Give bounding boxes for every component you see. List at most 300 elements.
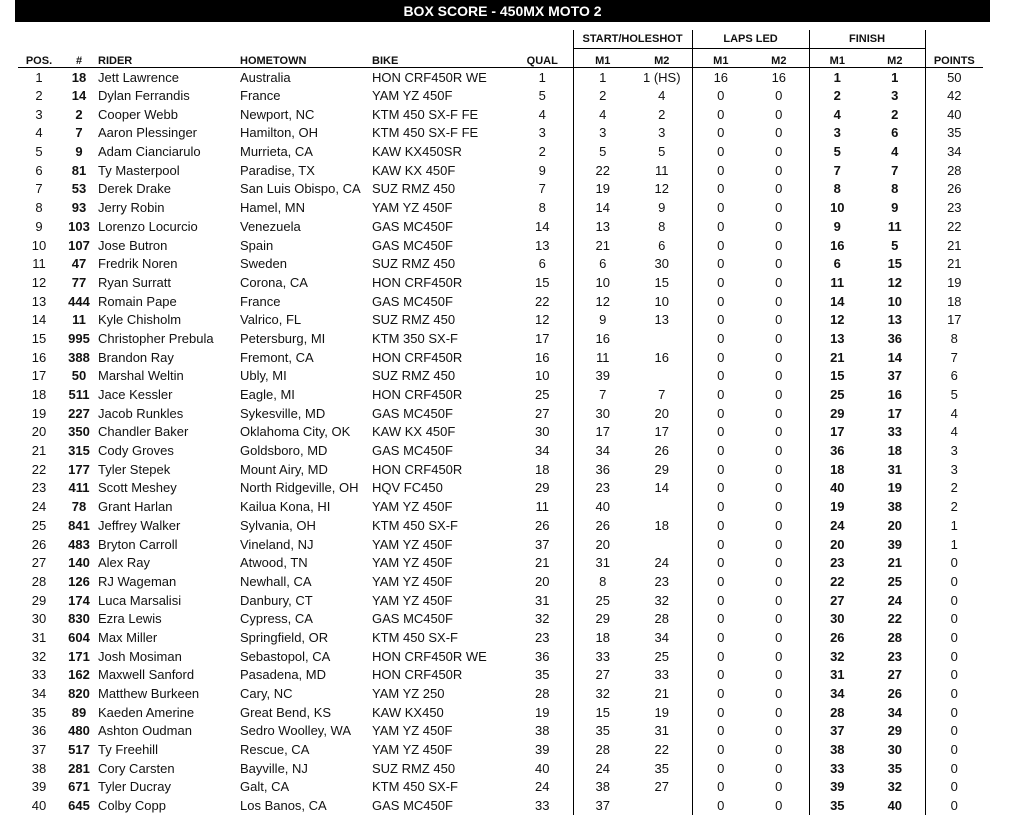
row-start-m2 <box>632 367 692 386</box>
row-start-m1: 18 <box>573 628 632 647</box>
row-qual: 26 <box>535 517 550 533</box>
row-points: 35 <box>925 124 983 143</box>
row-qual: 30 <box>535 424 550 440</box>
table-row <box>18 759 983 778</box>
row-finish-m1: 26 <box>809 628 865 647</box>
row-finish-m2: 8 <box>891 181 899 197</box>
row-points: 21 <box>925 236 983 255</box>
row-laps-m1: 0 <box>692 759 749 778</box>
row-finish-m2: 36 <box>887 330 903 346</box>
row-hometown: Petersburg, MI <box>240 330 326 346</box>
row-laps-m1: 0 <box>692 348 749 367</box>
row-rider: RJ Wageman <box>98 573 177 589</box>
row-start-m1: 5 <box>573 142 632 161</box>
table-row <box>18 310 983 329</box>
row-start-m2: 29 <box>654 461 670 477</box>
row-number: 93 <box>71 200 87 216</box>
row-pos: 32 <box>31 648 47 664</box>
row-qual: 7 <box>538 181 546 197</box>
row-laps-m2: 0 <box>775 611 783 627</box>
row-number: 50 <box>71 368 87 384</box>
row-pos: 9 <box>35 218 43 234</box>
row-bike: GAS MC450F <box>372 293 453 309</box>
table-row <box>18 105 983 124</box>
row-laps-m2: 0 <box>775 274 783 290</box>
row-laps-m2: 0 <box>775 667 783 683</box>
row-qual: 37 <box>535 536 550 552</box>
row-rider: Alex Ray <box>98 555 151 571</box>
row-number: 350 <box>68 424 90 440</box>
row-rider: Grant Harlan <box>98 499 173 515</box>
table-row <box>18 796 983 815</box>
row-rider: Matthew Burkeen <box>98 686 200 702</box>
table-row <box>18 460 983 479</box>
row-laps-m1: 0 <box>692 591 749 610</box>
row-laps-m1: 0 <box>692 254 749 273</box>
row-start-m1: 27 <box>573 666 632 685</box>
table-row <box>18 329 983 348</box>
row-start-m1: 39 <box>573 367 632 386</box>
row-hometown: Sweden <box>240 256 287 272</box>
row-finish-m2: 34 <box>887 704 903 720</box>
row-finish-m1: 35 <box>809 796 865 815</box>
row-hometown: Hamilton, OH <box>240 125 319 141</box>
row-number: 126 <box>68 573 90 589</box>
row-start-m2: 4 <box>658 88 666 104</box>
row-finish-m1: 34 <box>809 684 865 703</box>
row-finish-m1: 10 <box>809 198 865 217</box>
row-laps-m2: 0 <box>775 779 783 795</box>
row-start-m1: 32 <box>573 684 632 703</box>
row-finish-m2: 3 <box>891 88 899 104</box>
row-rider: Scott Meshey <box>98 480 177 496</box>
row-bike: KAW KX 450F <box>372 424 456 440</box>
row-finish-m1: 25 <box>809 385 865 404</box>
row-points: 17 <box>925 310 983 329</box>
row-bike: YAM YZ 450F <box>372 723 453 739</box>
row-finish-m1: 30 <box>809 609 865 628</box>
row-number: 171 <box>68 648 90 664</box>
row-number: 995 <box>68 330 90 346</box>
row-hometown: France <box>240 88 281 104</box>
col-header-qual: QUAL <box>512 49 573 68</box>
row-number: 9 <box>75 144 83 160</box>
row-bike: YAM YZ 450F <box>372 499 453 515</box>
row-pos: 28 <box>31 573 47 589</box>
row-laps-m1: 0 <box>692 198 749 217</box>
row-laps-m1: 0 <box>692 217 749 236</box>
row-rider: Ezra Lewis <box>98 611 162 627</box>
row-start-m1: 8 <box>573 572 632 591</box>
row-qual: 3 <box>538 125 546 141</box>
table-row <box>18 516 983 535</box>
row-laps-m1: 0 <box>692 423 749 442</box>
box-score-title: BOX SCORE - 450MX MOTO 2 <box>15 0 990 22</box>
row-start-m2: 27 <box>654 779 670 795</box>
row-pos: 35 <box>31 704 47 720</box>
row-qual: 18 <box>535 461 550 477</box>
row-pos: 16 <box>31 349 47 365</box>
row-points: 0 <box>925 628 983 647</box>
row-points: 0 <box>925 796 983 815</box>
row-pos: 19 <box>31 405 47 421</box>
row-laps-m1: 0 <box>692 441 749 460</box>
row-laps-m1: 0 <box>692 778 749 797</box>
row-start-m2: 17 <box>654 424 670 440</box>
row-number: 645 <box>68 798 90 814</box>
row-start-m2: 18 <box>654 517 670 533</box>
row-pos: 1 <box>35 69 43 85</box>
row-laps-m2: 0 <box>775 125 783 141</box>
col-header-laps-m2: M2 <box>749 49 809 68</box>
row-finish-m2: 5 <box>891 237 899 253</box>
row-points: 3 <box>925 460 983 479</box>
col-header-laps-m1: M1 <box>692 49 749 68</box>
row-points: 0 <box>925 684 983 703</box>
row-qual: 4 <box>538 106 546 122</box>
row-start-m1: 20 <box>573 535 632 554</box>
row-start-m2: 15 <box>654 274 670 290</box>
row-finish-m2: 25 <box>887 573 903 589</box>
row-bike: KTM 450 SX-F FE <box>372 125 479 141</box>
row-start-m2: 21 <box>654 686 670 702</box>
table-row <box>18 161 983 180</box>
row-points: 1 <box>925 535 983 554</box>
row-start-m2: 32 <box>654 592 670 608</box>
row-start-m2: 16 <box>654 349 670 365</box>
row-number: 177 <box>68 461 90 477</box>
row-laps-m1: 0 <box>692 796 749 815</box>
row-bike: YAM YZ 450F <box>372 536 453 552</box>
row-finish-m2: 10 <box>887 293 903 309</box>
row-bike: GAS MC450F <box>372 443 453 459</box>
row-finish-m2: 13 <box>887 312 903 328</box>
row-rider: Kaeden Amerine <box>98 704 195 720</box>
row-rider: Cooper Webb <box>98 106 178 122</box>
row-finish-m1: 12 <box>809 310 865 329</box>
row-finish-m1: 8 <box>809 180 865 199</box>
row-finish-m2: 32 <box>887 779 903 795</box>
row-points: 4 <box>925 423 983 442</box>
row-finish-m1: 3 <box>809 124 865 143</box>
row-start-m2: 34 <box>654 629 670 645</box>
row-hometown: Great Bend, KS <box>240 704 332 720</box>
row-hometown: Hamel, MN <box>240 200 306 216</box>
col-header-start-m2: M2 <box>632 49 692 68</box>
row-rider: Tyler Ducray <box>98 779 171 795</box>
row-laps-m2: 0 <box>775 200 783 216</box>
row-finish-m2: 37 <box>887 368 903 384</box>
row-laps-m2: 0 <box>775 798 783 814</box>
row-start-m2: 13 <box>654 312 670 328</box>
row-points: 0 <box>925 609 983 628</box>
row-laps-m2: 16 <box>771 69 787 85</box>
group-header-start-holeshot: START/HOLESHOT <box>573 30 692 49</box>
table-row <box>18 273 983 292</box>
row-laps-m1: 0 <box>692 516 749 535</box>
row-finish-m1: 24 <box>809 516 865 535</box>
row-finish-m2: 17 <box>887 405 903 421</box>
row-finish-m1: 4 <box>809 105 865 124</box>
table-row <box>18 778 983 797</box>
row-number: 162 <box>68 667 90 683</box>
row-laps-m1: 0 <box>692 553 749 572</box>
row-laps-m2: 0 <box>775 742 783 758</box>
row-start-m2: 28 <box>654 611 670 627</box>
row-start-m1: 30 <box>573 404 632 423</box>
row-bike: YAM YZ 450F <box>372 742 453 758</box>
row-bike: HON CRF450R <box>372 274 463 290</box>
row-number: 78 <box>71 499 87 515</box>
table-row <box>18 142 983 161</box>
row-start-m2: 23 <box>654 573 670 589</box>
row-pos: 29 <box>31 592 47 608</box>
row-qual: 39 <box>535 742 550 758</box>
row-hometown: Galt, CA <box>240 779 290 795</box>
table-row <box>18 666 983 685</box>
row-start-m1: 40 <box>573 497 632 516</box>
row-points: 5 <box>925 385 983 404</box>
row-bike: SUZ RMZ 450 <box>372 181 456 197</box>
row-laps-m1: 0 <box>692 404 749 423</box>
row-start-m2: 5 <box>658 144 666 160</box>
row-laps-m1: 0 <box>692 572 749 591</box>
row-finish-m2: 29 <box>887 723 903 739</box>
row-start-m2: 30 <box>654 256 670 272</box>
row-qual: 19 <box>535 704 550 720</box>
table-row <box>18 404 983 423</box>
row-laps-m1: 0 <box>692 740 749 759</box>
row-bike: GAS MC450F <box>372 218 453 234</box>
row-laps-m1: 0 <box>692 292 749 311</box>
row-hometown: Australia <box>240 69 291 85</box>
row-finish-m2: 2 <box>891 106 899 122</box>
row-finish-m1: 39 <box>809 778 865 797</box>
row-finish-m1: 17 <box>809 423 865 442</box>
row-pos: 8 <box>35 200 43 216</box>
row-rider: Ty Masterpool <box>98 162 180 178</box>
row-laps-m2: 0 <box>775 592 783 608</box>
row-qual: 13 <box>535 237 550 253</box>
row-qual: 10 <box>535 368 550 384</box>
row-laps-m2: 0 <box>775 368 783 384</box>
row-hometown: Cary, NC <box>240 686 293 702</box>
row-laps-m1: 0 <box>692 180 749 199</box>
row-bike: KTM 450 SX-F <box>372 629 458 645</box>
row-bike: KAW KX450SR <box>372 144 462 160</box>
row-bike: HON CRF450R <box>372 387 463 403</box>
row-pos: 20 <box>31 424 47 440</box>
table-row <box>18 535 983 554</box>
row-start-m2: 26 <box>654 443 670 459</box>
table-row <box>18 628 983 647</box>
row-pos: 10 <box>31 237 47 253</box>
col-header-number: # <box>60 49 98 68</box>
row-points: 2 <box>925 479 983 498</box>
table-row <box>18 684 983 703</box>
row-start-m1: 31 <box>573 553 632 572</box>
row-number: 517 <box>68 742 90 758</box>
row-pos: 39 <box>31 779 47 795</box>
row-pos: 18 <box>31 387 47 403</box>
row-start-m1: 15 <box>573 703 632 722</box>
row-start-m2: 19 <box>654 704 670 720</box>
group-header-finish: FINISH <box>809 30 925 49</box>
row-laps-m2: 0 <box>775 312 783 328</box>
row-number: 411 <box>68 480 90 496</box>
row-laps-m1: 0 <box>692 666 749 685</box>
row-rider: Dylan Ferrandis <box>98 88 190 104</box>
row-start-m1: 9 <box>573 310 632 329</box>
row-laps-m1: 0 <box>692 535 749 554</box>
table-row <box>18 591 983 610</box>
row-rider: Cory Carsten <box>98 760 175 776</box>
row-points: 22 <box>925 217 983 236</box>
row-qual: 8 <box>538 200 546 216</box>
row-qual: 5 <box>538 88 546 104</box>
row-start-m1: 24 <box>573 759 632 778</box>
row-rider: Jeffrey Walker <box>98 517 181 533</box>
row-number: 14 <box>71 88 87 104</box>
table-row <box>18 740 983 759</box>
row-qual: 6 <box>538 256 546 272</box>
col-header-finish-m2: M2 <box>865 49 925 68</box>
column-header-row <box>18 49 983 68</box>
row-qual: 31 <box>535 592 550 608</box>
row-number: 2 <box>75 106 83 122</box>
row-bike: YAM YZ 450F <box>372 573 453 589</box>
row-rider: Derek Drake <box>98 181 171 197</box>
row-rider: Josh Mosiman <box>98 648 182 664</box>
row-hometown: Paradise, TX <box>240 162 315 178</box>
row-rider: Ty Freehill <box>98 742 158 758</box>
row-finish-m2: 38 <box>887 499 903 515</box>
row-points: 6 <box>925 367 983 386</box>
row-pos: 13 <box>31 293 47 309</box>
row-finish-m2: 6 <box>891 125 899 141</box>
row-finish-m2: 11 <box>887 218 902 234</box>
row-laps-m2: 0 <box>775 237 783 253</box>
row-qual: 32 <box>535 611 550 627</box>
row-start-m2: 10 <box>654 293 670 309</box>
row-hometown: Los Banos, CA <box>240 798 327 814</box>
row-pos: 17 <box>31 368 47 384</box>
table-row <box>18 385 983 404</box>
row-start-m1: 36 <box>573 460 632 479</box>
row-points: 0 <box>925 722 983 741</box>
row-finish-m1: 11 <box>809 273 865 292</box>
row-finish-m1: 37 <box>809 722 865 741</box>
col-header-hometown: HOMETOWN <box>240 49 372 68</box>
row-pos: 25 <box>31 517 47 533</box>
table-row <box>18 647 983 666</box>
row-start-m2: 31 <box>654 723 670 739</box>
row-pos: 14 <box>31 312 47 328</box>
row-qual: 40 <box>535 760 550 776</box>
row-rider: Maxwell Sanford <box>98 667 195 683</box>
row-hometown: Sylvania, OH <box>240 517 316 533</box>
row-finish-m1: 5 <box>809 142 865 161</box>
row-points: 50 <box>925 68 983 87</box>
row-finish-m1: 1 <box>809 68 865 87</box>
row-laps-m1: 0 <box>692 236 749 255</box>
row-number: 483 <box>68 536 90 552</box>
row-points: 34 <box>925 142 983 161</box>
row-start-m1: 11 <box>573 348 632 367</box>
row-laps-m2: 0 <box>775 517 783 533</box>
row-rider: Adam Cianciarulo <box>98 144 201 160</box>
row-hometown: North Ridgeville, OH <box>240 480 359 496</box>
row-start-m1: 1 <box>573 68 632 87</box>
row-finish-m2: 31 <box>887 461 903 477</box>
row-pos: 37 <box>31 742 47 758</box>
row-start-m2 <box>632 497 692 516</box>
table-row <box>18 124 983 143</box>
row-laps-m2: 0 <box>775 648 783 664</box>
row-finish-m2: 39 <box>887 536 903 552</box>
row-qual: 24 <box>535 779 550 795</box>
row-qual: 12 <box>535 312 550 328</box>
row-bike: SUZ RMZ 450 <box>372 312 456 328</box>
row-start-m2: 3 <box>658 125 666 141</box>
row-start-m2: 1 (HS) <box>643 69 681 85</box>
row-laps-m2: 0 <box>775 88 783 104</box>
row-qual: 2 <box>538 144 546 160</box>
row-bike: SUZ RMZ 450 <box>372 256 456 272</box>
row-laps-m2: 0 <box>775 573 783 589</box>
row-bike: HON CRF450R <box>372 461 463 477</box>
row-start-m1: 16 <box>573 329 632 348</box>
row-qual: 21 <box>535 555 550 571</box>
group-header-laps-led: LAPS LED <box>692 30 809 49</box>
row-qual: 27 <box>535 405 550 421</box>
row-hometown: Newport, NC <box>240 106 315 122</box>
row-finish-m1: 20 <box>809 535 865 554</box>
row-pos: 2 <box>35 88 43 104</box>
row-hometown: Mount Airy, MD <box>240 461 328 477</box>
row-hometown: Venezuela <box>240 218 301 234</box>
table-row <box>18 180 983 199</box>
row-finish-m1: 27 <box>809 591 865 610</box>
row-hometown: San Luis Obispo, CA <box>240 181 361 197</box>
table-row <box>18 292 983 311</box>
row-laps-m1: 16 <box>692 68 749 87</box>
row-start-m1: 13 <box>573 217 632 236</box>
row-start-m2: 9 <box>658 200 666 216</box>
row-finish-m2: 28 <box>887 629 903 645</box>
row-rider: Luca Marsalisi <box>98 592 182 608</box>
row-pos: 4 <box>35 125 43 141</box>
row-finish-m2: 7 <box>891 162 899 178</box>
row-points: 42 <box>925 86 983 105</box>
row-rider: Ashton Oudman <box>98 723 192 739</box>
row-start-m2: 14 <box>654 480 670 496</box>
row-hometown: Sykesville, MD <box>240 405 326 421</box>
row-finish-m2: 1 <box>891 69 899 85</box>
row-rider: Max Miller <box>98 629 158 645</box>
row-finish-m2: 33 <box>887 424 903 440</box>
row-laps-m1: 0 <box>692 105 749 124</box>
row-bike: YAM YZ 450F <box>372 555 453 571</box>
row-hometown: Sedro Woolley, WA <box>240 723 352 739</box>
row-pos: 34 <box>31 686 47 702</box>
row-qual: 33 <box>535 798 550 814</box>
row-pos: 38 <box>31 760 47 776</box>
row-qual: 15 <box>535 274 550 290</box>
row-finish-m2: 30 <box>887 742 903 758</box>
col-header-pos: POS. <box>18 49 60 68</box>
row-finish-m1: 28 <box>809 703 865 722</box>
